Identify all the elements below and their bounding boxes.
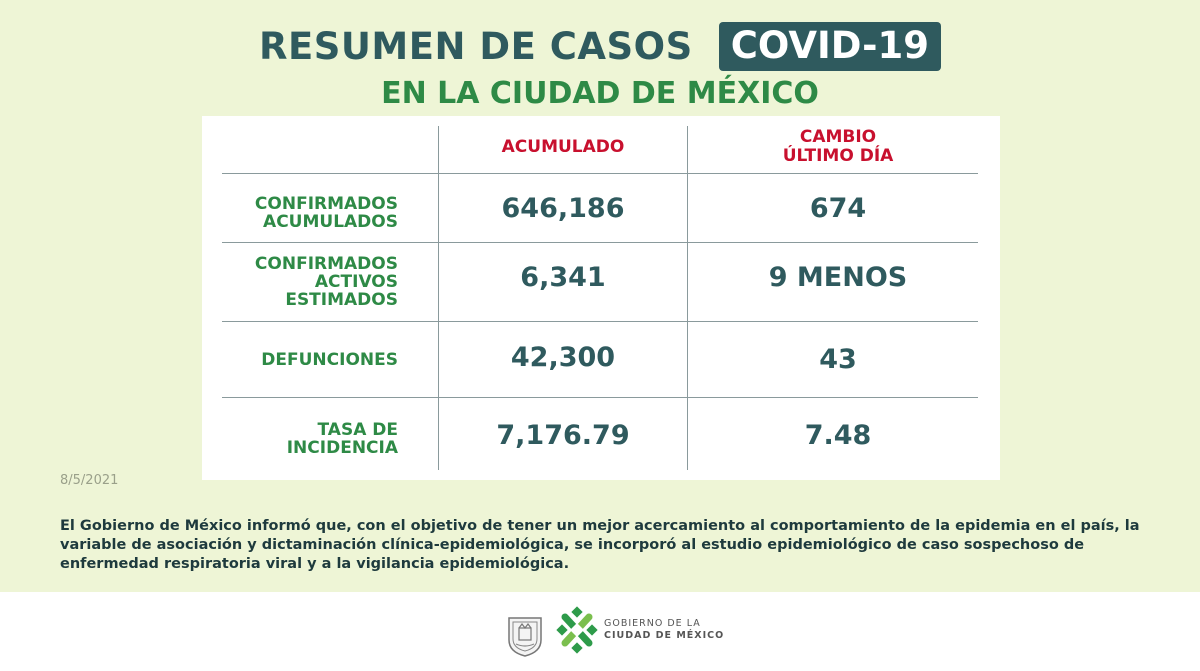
row-label-line: INCIDENCIA (286, 438, 398, 458)
value-acumulado: 7,176.79 (496, 420, 630, 451)
row-label-line: ACTIVOS (314, 272, 398, 292)
row-label-line: TASA DE (317, 420, 398, 440)
value-acumulado: 42,300 (510, 342, 616, 373)
footer (0, 592, 1200, 671)
row-divider (222, 397, 978, 398)
government-name (604, 618, 724, 642)
footnote-text: El Gobierno de México informó que, con el objetivo de tener un mejor acercamiento al comportamiento de la epidemia en el país, la variable de asociación y dictaminación clínica-epidemiológica, se incorporó al estudio epidemiológico de caso sospechoso de enfermedad respiratoria viral y a la vigilancia epidemiológica. (60, 518, 1140, 572)
row-label-line: CONFIRMADOS (254, 254, 398, 274)
value-cambio: 674 (809, 193, 867, 224)
column-divider (438, 126, 439, 470)
page-title: RESUMEN DE CASOS (258, 25, 693, 68)
value-cambio: 9 MENOS (768, 262, 908, 293)
row-divider (222, 321, 978, 322)
row-divider (222, 173, 978, 174)
row-label-confirmados-acumulados (255, 195, 398, 231)
value-cambio: 43 (819, 344, 857, 375)
report-date: 8/5/2021 (60, 473, 119, 488)
title-row (0, 22, 1200, 71)
government-line1: GOBIERNO DE LA (604, 618, 701, 629)
value-acumulado: 6,341 (520, 262, 606, 293)
row-divider (222, 242, 978, 243)
government-line2: CIUDAD DE MÉXICO (604, 630, 725, 641)
column-divider (687, 126, 688, 470)
header-acumulado: ACUMULADO (501, 137, 625, 157)
header-cambio-line2: ÚLTIMO DÍA (782, 146, 894, 166)
row-label-confirmados-activos (255, 255, 398, 309)
row-label-line: CONFIRMADOS (254, 194, 398, 214)
row-label-defunciones (261, 351, 398, 369)
row-label-line: ESTIMADOS (285, 290, 398, 310)
row-label-tasa-incidencia (287, 421, 398, 457)
header-cambio-line1: CAMBIO (799, 127, 877, 147)
row-label-line: ACUMULADOS (263, 212, 398, 232)
covid-badge: COVID-19 (719, 22, 941, 71)
header-cambio (688, 128, 988, 166)
page-subtitle: EN LA CIUDAD DE MÉXICO (381, 76, 819, 111)
summary-table (202, 116, 1000, 480)
coat-of-arms-icon (506, 614, 544, 658)
cdmx-logo-icon (556, 606, 598, 654)
value-acumulado: 646,186 (501, 193, 625, 224)
value-cambio: 7.48 (804, 420, 872, 451)
row-label-line: DEFUNCIONES (261, 350, 398, 370)
